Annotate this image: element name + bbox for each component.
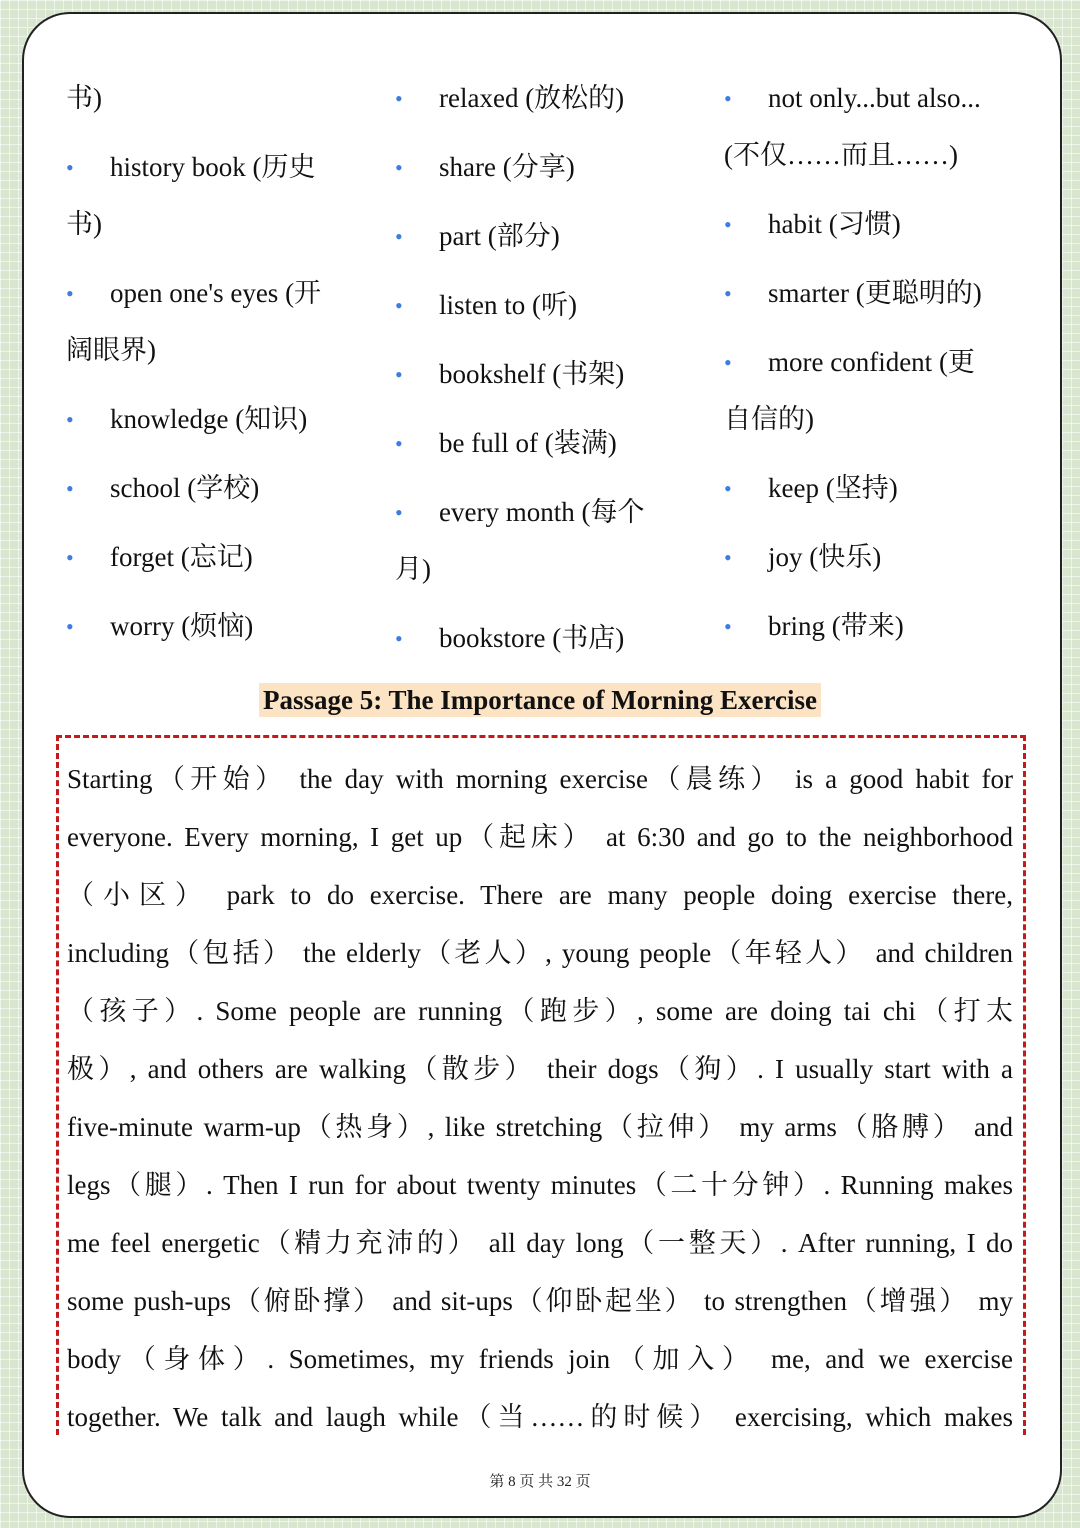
vocab-item (724, 334, 1014, 391)
bullet-icon: • (724, 281, 732, 306)
passage-title-text: Passage 5: The Importance of Morning Exercise (259, 683, 821, 717)
vocab-text: open one's eyes (开 (110, 278, 322, 308)
vocab-text: 阔眼界) (66, 335, 156, 365)
bullet-icon: • (395, 500, 403, 525)
vocab-item (66, 460, 356, 517)
vocab-text: more confident (更 (768, 347, 975, 377)
bullet-icon: • (66, 407, 74, 432)
vocab-text: school (学校) (110, 473, 260, 503)
vocab-item (395, 139, 685, 196)
passage-line: together. We talk and laugh while（当……的时候） exercising, which makes (67, 1402, 1013, 1432)
vocab-text: 月) (395, 554, 431, 584)
passage-line: 极）, and others are walking（散步） their dogs（狗）. I usually start with a (67, 1054, 1013, 1084)
passage-line: including（包括） the elderly（老人）, young people（年轻人） and children (67, 938, 1013, 968)
bullet-icon: • (724, 212, 732, 237)
vocab-text: 自信的) (724, 404, 814, 434)
bullet-icon: • (66, 281, 74, 306)
vocab-text: share (分享) (439, 152, 575, 182)
vocab-text: keep (坚持) (768, 473, 898, 503)
bullet-icon: • (66, 155, 74, 180)
vocab-item (724, 70, 1014, 127)
passage-line: everyone. Every morning, I get up（起床） at 6:30 and go to the neighborhood (67, 822, 1013, 852)
vocabulary-list (0, 70, 1080, 680)
passage-line: legs（腿）. Then I run for about twenty minutes（二十分钟）. Running makes (67, 1170, 1013, 1200)
passage-line: five-minute warm-up（热身）, like stretching（拉伸） my arms（胳膊） and (67, 1112, 1013, 1142)
bullet-icon: • (724, 545, 732, 570)
vocab-text: relaxed (放松的) (439, 83, 625, 113)
bullet-icon: • (66, 476, 74, 501)
passage-line: me feel energetic（精力充沛的） all day long（一整天）. After running, I do (67, 1228, 1013, 1258)
vocab-text: bookshelf (书架) (439, 359, 625, 389)
vocab-text: habit (习惯) (768, 209, 901, 239)
vocab-text: 书) (66, 83, 102, 113)
vocab-item-continuation (395, 541, 685, 598)
vocab-item (724, 598, 1014, 655)
vocab-text: knowledge (知识) (110, 404, 308, 434)
bullet-icon: • (66, 545, 74, 570)
vocab-item (724, 196, 1014, 253)
vocab-item (395, 484, 685, 541)
vocab-text: (不仅……而且……) (724, 140, 958, 170)
bullet-icon: • (724, 614, 732, 639)
vocab-item-continuation (66, 196, 356, 253)
bullet-icon: • (395, 224, 403, 249)
passage-title (0, 681, 1080, 719)
bullet-icon: • (395, 626, 403, 651)
vocab-item (395, 415, 685, 472)
vocab-text: bring (带来) (768, 611, 904, 641)
vocab-item (66, 139, 356, 196)
bullet-icon: • (395, 293, 403, 318)
passage-box (56, 735, 1026, 1435)
vocab-text: 书) (66, 209, 102, 239)
page-footer: 第 8 页 共 32 页 (489, 1474, 591, 1490)
passage-line: （孩子）. Some people are running（跑步）, some are doing tai chi（打太 (67, 996, 1013, 1026)
vocab-text: worry (烦恼) (110, 611, 254, 641)
passage-line: Starting（开始） the day with morning exercise（晨练） is a good habit for (67, 764, 1013, 794)
bullet-icon: • (395, 431, 403, 456)
vocab-item (395, 346, 685, 403)
bullet-icon: • (724, 476, 732, 501)
vocab-text: part (部分) (439, 221, 560, 251)
vocab-text: be full of (装满) (439, 428, 617, 458)
passage-line: （小区） park to do exercise. There are many people doing exercise there, (67, 880, 1013, 910)
vocab-item-continuation (724, 391, 1014, 448)
vocab-item (66, 391, 356, 448)
vocab-item (724, 265, 1014, 322)
vocab-text: listen to (听) (439, 290, 577, 320)
vocab-item (395, 277, 685, 334)
bullet-icon: • (395, 155, 403, 180)
vocab-column-1 (66, 70, 356, 655)
vocab-column-3 (724, 70, 1014, 655)
vocab-item (395, 610, 685, 667)
vocab-item-continuation (66, 322, 356, 379)
vocab-item (395, 70, 685, 127)
bullet-icon: • (395, 362, 403, 387)
vocab-text: not only...but also... (768, 83, 981, 113)
vocab-item (66, 529, 356, 586)
vocab-item (66, 598, 356, 655)
vocab-text: joy (快乐) (768, 542, 882, 572)
vocab-item-continuation (724, 127, 1014, 184)
bullet-icon: • (395, 86, 403, 111)
vocab-item-continuation (66, 70, 356, 127)
bullet-icon: • (724, 86, 732, 111)
vocab-item (395, 208, 685, 265)
vocab-text: smarter (更聪明的) (768, 278, 982, 308)
vocab-text: bookstore (书店) (439, 623, 625, 653)
vocab-text: every month (每个 (439, 497, 645, 527)
vocab-item (724, 529, 1014, 586)
vocab-text: history book (历史 (110, 152, 316, 182)
bullet-icon: • (724, 350, 732, 375)
passage-line: some push-ups（俯卧撑） and sit-ups（仰卧起坐） to strengthen（增强） my (67, 1286, 1013, 1316)
passage-line: body（身体）. Sometimes, my friends join（加入） me, and we exercise (67, 1344, 1013, 1374)
vocab-text: forget (忘记) (110, 542, 253, 572)
vocab-item (66, 265, 356, 322)
vocab-item (724, 460, 1014, 517)
bullet-icon: • (66, 614, 74, 639)
vocab-column-2 (395, 70, 685, 667)
